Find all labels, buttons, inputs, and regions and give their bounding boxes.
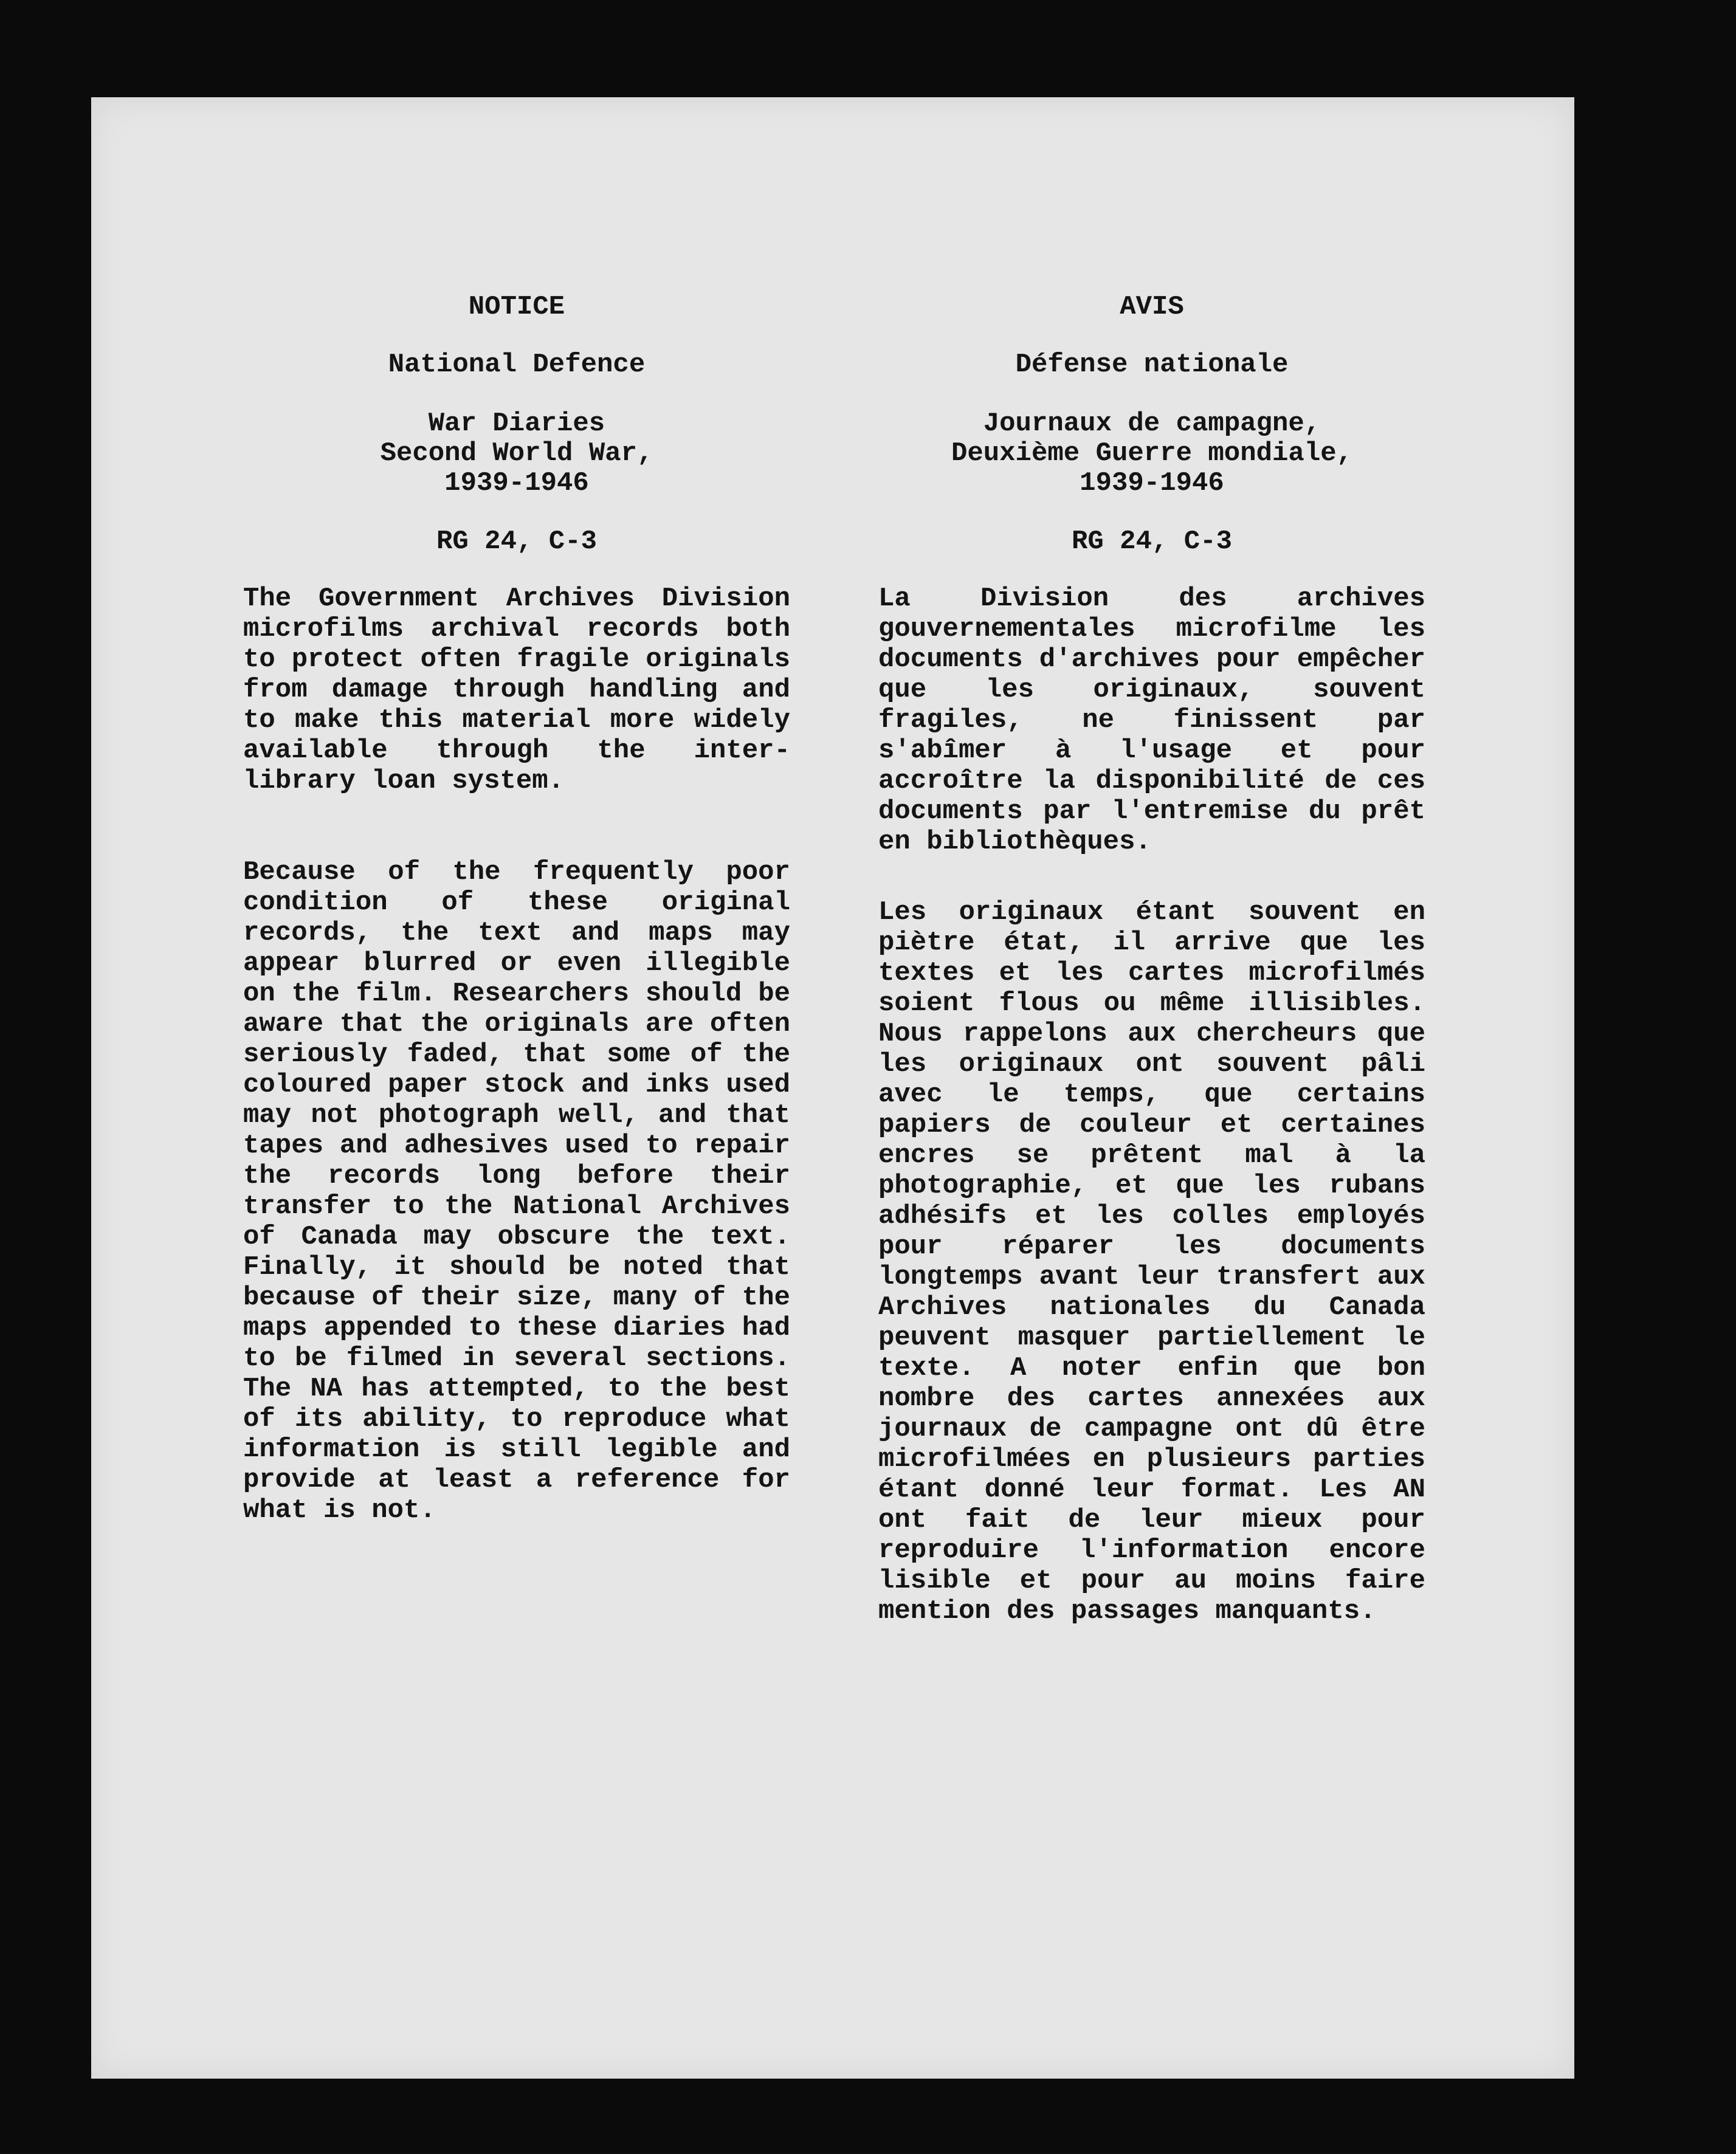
english-series-line: War Diaries (428, 408, 605, 439)
french-title: AVIS (1120, 292, 1184, 322)
french-series-line: Deuxième Guerre mondiale, (951, 438, 1353, 469)
french-column (878, 292, 1425, 1626)
english-column (243, 292, 790, 1526)
french-department: Défense nationale (1015, 349, 1289, 380)
english-series-line: Second World War, (380, 438, 653, 469)
english-series (243, 409, 790, 498)
french-paragraph-2: Les originaux étant souvent en piètre état, il arrive que les textes et les cartes microfilmés soient flous ou même illisibles. Nous rappelons aux chercheurs que les originaux ont souvent pâli avec le temps, que certains papiers de couleur et certaines encres se prêtent mal à la photographie, et que les rubans adhésifs et les colles employés pour réparer les documents longtemps avant leur transfert aux Archives nationales du Canada peuvent masquer partiellement le texte. A noter enfin que bon nombre des cartes annexées aux journaux de campagne ont dû être microfilmées en plusieurs parties étant donné leur format. Les AN ont fait de leur mieux pour reproduire l'information encore lisible et pour au moins faire mention des passages manquants. (878, 897, 1425, 1626)
french-series-line: 1939-1946 (1080, 468, 1224, 498)
english-paragraph-2: Because of the frequently poor condition of these original records, the text and maps may appear blurred or even illegible on the film. Researchers should be aware that the originals are often seriously faded, that some of the coloured paper stock and inks used may not photograph well, and that tapes and adhesives used to repair the records long before their transfer to the National Archives of Canada may obscure the text. Finally, it should be noted that because of their size, many of the maps appended to these diaries had to be filmed in several sections. The NA has attempted, to the best of its ability, to reproduce what information is still legible and provide at least a reference for what is not. (243, 857, 790, 1526)
french-series-line: Journaux de campagne, (983, 408, 1321, 439)
english-series-line: 1939-1946 (444, 468, 589, 498)
french-paragraph-1: La Division des archives gouvernementales microfilme les documents d'archives pour empêcher que les originaux, souvent fragiles, ne finissent par s'abîmer à l'usage et pour accroître la disponibilité de ces documents par l'entremise du prêt en bibliothèques. (878, 583, 1425, 857)
english-paragraph-1: The Government Archives Division microfilms archival records both to protect often fragile originals from damage through handling and to make this material more widely available through the inter-library loan system. (243, 583, 790, 796)
document-page (91, 97, 1574, 2079)
french-series (878, 409, 1425, 498)
english-title: NOTICE (468, 292, 565, 322)
french-record-group: RG 24, C-3 (1071, 526, 1233, 557)
english-department: National Defence (388, 349, 646, 380)
english-record-group: RG 24, C-3 (436, 526, 598, 557)
